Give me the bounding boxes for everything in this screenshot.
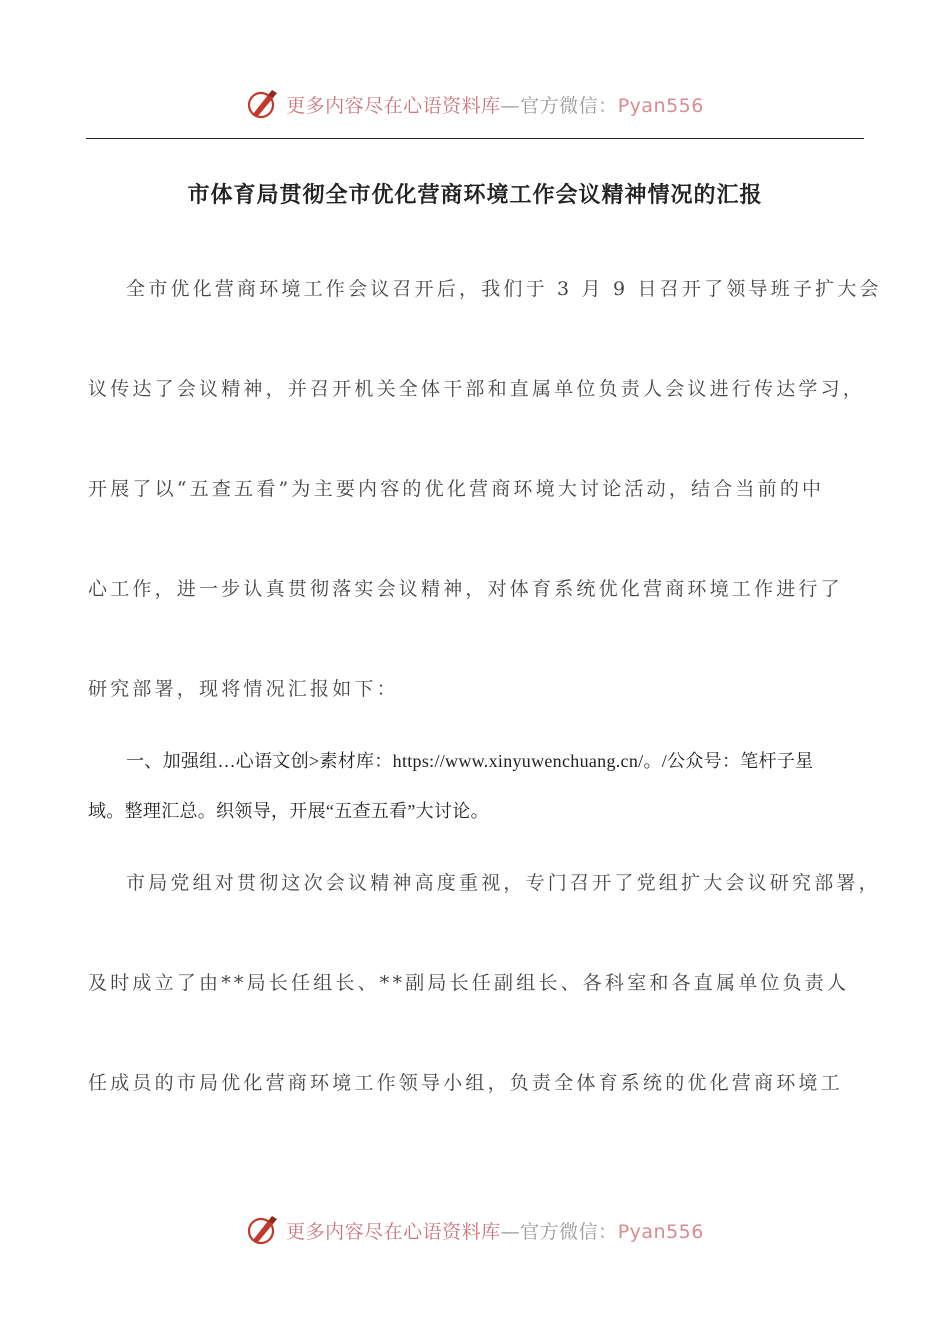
section-heading-line-1: 一、加强组…心语文创>素材库：https://www.xinyuwenchuang.cn/。/公众号：笔杆子星 [126, 751, 814, 771]
section-heading-line-2: 域。整理汇总。织领导，开展“五查五看”大讨论。 [88, 801, 489, 821]
body-line-4: 心工作，进一步认真贯彻落实会议精神，对体育系统优化营商环境工作进行了 [88, 578, 843, 600]
body-line-8: 任成员的市局优化营商环境工作领导小组，负责全体育系统的优化营商环境工 [88, 1072, 843, 1094]
banner-main: 更多内容尽在心语资料库 [286, 94, 501, 117]
banner-wechat-label: 官方微信： [520, 1220, 618, 1243]
header-divider [86, 138, 864, 139]
pen-logo-icon [246, 87, 280, 121]
banner-main: 更多内容尽在心语资料库 [286, 1220, 501, 1243]
body-line-1: 全市优化营商环境工作会议召开后，我们于 3 月 9 日召开了领导班子扩大会 [126, 278, 882, 300]
banner-text [286, 91, 704, 118]
body-line-2: 议传达了会议精神，并召开机关全体干部和直属单位负责人会议进行传达学习， [88, 378, 866, 400]
banner-wechat-label: 官方微信： [520, 94, 618, 117]
banner-wechat-id: Pyan556 [617, 94, 704, 117]
document-title: 市体育局贯彻全市优化营商环境工作会议精神情况的汇报 [187, 183, 763, 208]
body-line-5: 研究部署，现将情况汇报如下： [88, 678, 399, 700]
header-banner [0, 84, 950, 124]
banner-separator: — [500, 94, 521, 117]
body-line-3: 开展了以“五查五看”为主要内容的优化营商环境大讨论活动，结合当前的中 [88, 478, 825, 500]
banner-separator: — [500, 1220, 521, 1243]
footer-banner [0, 1210, 950, 1250]
pen-logo-icon [246, 1213, 280, 1247]
banner-text [286, 1217, 704, 1244]
banner-wechat-id: Pyan556 [617, 1220, 704, 1243]
body-line-7: 及时成立了由**局长任组长、**副局长任副组长、各科室和各直属单位负责人 [88, 972, 850, 994]
body-line-6: 市局党组对贯彻这次会议精神高度重视，专门召开了党组扩大会议研究部署， [126, 872, 881, 894]
